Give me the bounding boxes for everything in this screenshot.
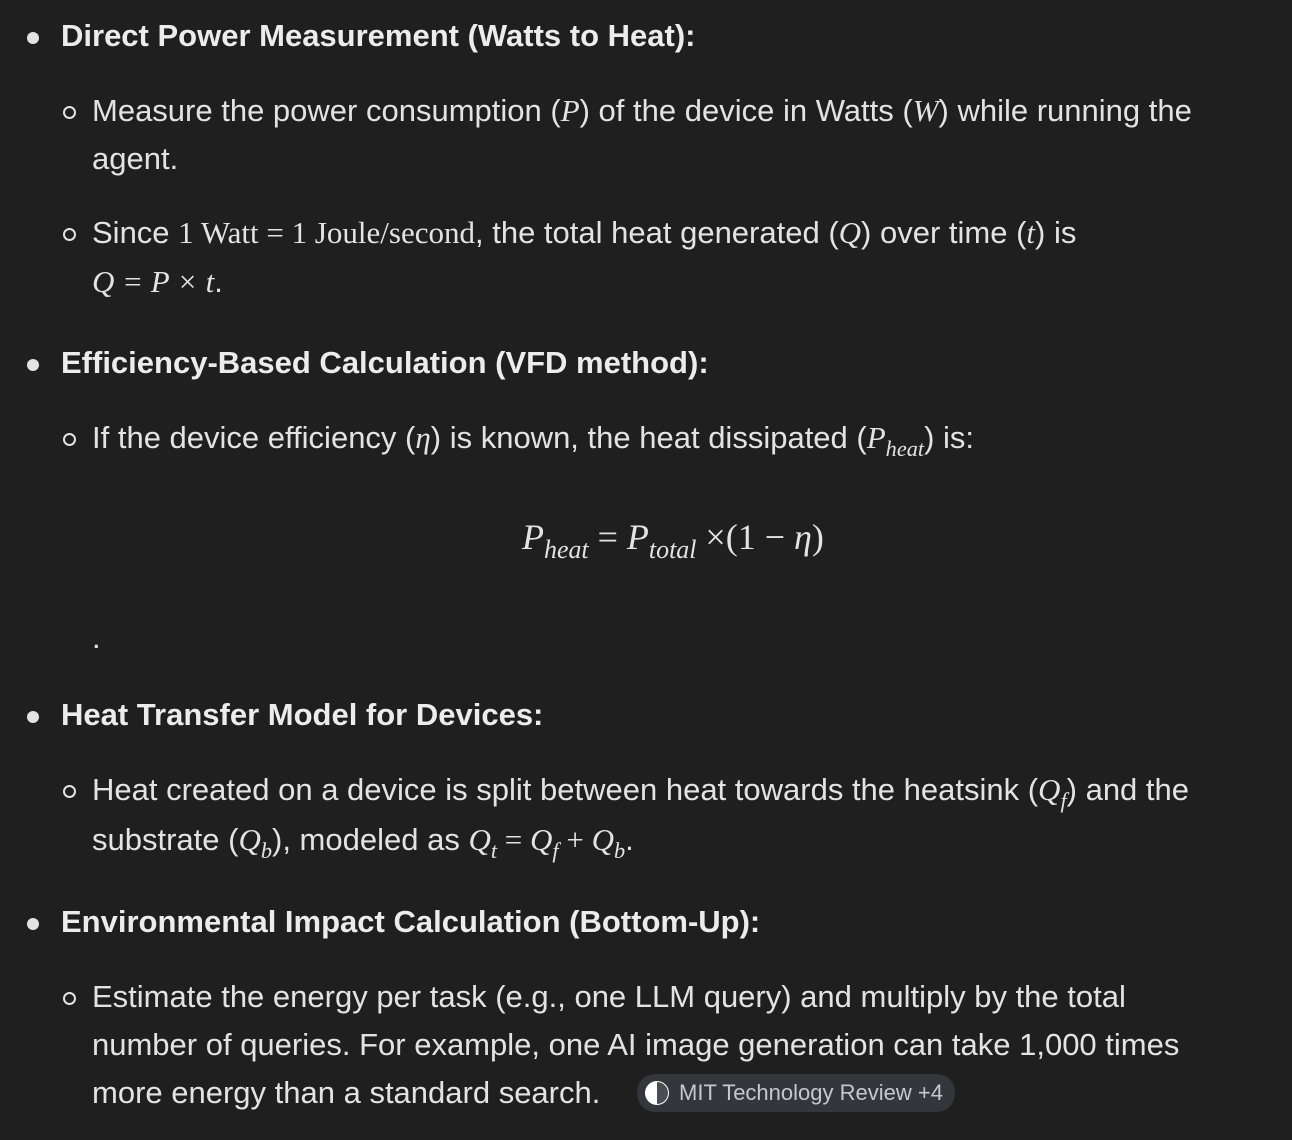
text: substrate ( bbox=[92, 822, 239, 857]
bullet bbox=[27, 32, 39, 44]
math-var: Q bbox=[468, 822, 491, 857]
math-var: P bbox=[626, 517, 649, 557]
equals-sign: = bbox=[597, 517, 618, 557]
math-var: P bbox=[560, 93, 580, 128]
text-line bbox=[92, 772, 1190, 813]
math-var: Q bbox=[838, 215, 862, 250]
section-heading-power-measurement: Direct Power Measurement (Watts to Heat): bbox=[61, 18, 696, 53]
math-var: P bbox=[522, 517, 544, 557]
math-subscript: heat bbox=[544, 535, 589, 565]
math-subscript: heat bbox=[885, 435, 925, 461]
sub-bullet bbox=[63, 228, 76, 241]
text-line bbox=[92, 264, 223, 300]
math-var: t bbox=[1026, 215, 1036, 250]
bullet bbox=[27, 711, 39, 723]
text: Since bbox=[92, 215, 179, 250]
math-paren: ) bbox=[811, 517, 824, 557]
math-expression: 1 Watt = 1 Joule/second bbox=[178, 215, 475, 250]
math-var: W bbox=[912, 93, 939, 128]
text: ) is bbox=[1035, 215, 1077, 250]
math-subscript: f bbox=[1060, 787, 1067, 813]
math-var: Q bbox=[591, 822, 614, 857]
text-line: agent. bbox=[92, 141, 179, 176]
text-line: Estimate the energy per task (e.g., one LLM query) and multiply by the total bbox=[92, 979, 1126, 1014]
text-line bbox=[92, 822, 634, 863]
text: If the device efficiency ( bbox=[92, 420, 416, 455]
bullet bbox=[27, 359, 39, 371]
text: Measure the power consumption ( bbox=[92, 93, 561, 128]
text: ), modeled as bbox=[272, 822, 469, 857]
text-line bbox=[92, 93, 1192, 129]
text: ) while running the bbox=[938, 93, 1192, 128]
math-subscript: b bbox=[613, 837, 626, 863]
math-paren: (1 − bbox=[725, 517, 795, 557]
sub-bullet bbox=[63, 433, 76, 446]
text: . bbox=[214, 264, 223, 299]
math-var: P bbox=[866, 420, 886, 455]
trailing-period: . bbox=[92, 620, 101, 655]
text: ) of the device in Watts ( bbox=[579, 93, 913, 128]
math-subscript: b bbox=[260, 837, 272, 863]
text-line bbox=[92, 215, 1076, 251]
times-sign: × bbox=[705, 517, 726, 557]
display-equation bbox=[522, 516, 824, 565]
math-expression: Q = P × t bbox=[92, 264, 215, 299]
source-logo-icon bbox=[645, 1081, 669, 1105]
source-chip-label: MIT Technology Review +4 bbox=[679, 1080, 943, 1105]
text: Heat created on a device is split between heat towards the heatsink ( bbox=[92, 772, 1039, 807]
section-heading-efficiency: Efficiency-Based Calculation (VFD method): bbox=[61, 345, 709, 380]
text: ) is: bbox=[924, 420, 975, 455]
plus-sign: + bbox=[558, 822, 592, 857]
math-subscript: total bbox=[648, 535, 697, 565]
text-line: more energy than a standard search. bbox=[92, 1075, 601, 1110]
text: ) over time ( bbox=[861, 215, 1027, 250]
math-var: Q bbox=[238, 822, 261, 857]
text: ) is known, the heat dissipated ( bbox=[430, 420, 867, 455]
text: , the total heat generated ( bbox=[475, 215, 839, 250]
section-heading-heat-transfer: Heat Transfer Model for Devices: bbox=[61, 697, 544, 732]
sub-bullet bbox=[63, 106, 76, 119]
sub-bullet bbox=[63, 785, 76, 798]
bullet bbox=[27, 918, 39, 930]
text: . bbox=[625, 822, 634, 857]
source-chip[interactable] bbox=[637, 1074, 955, 1112]
math-subscript: t bbox=[490, 837, 498, 863]
sub-bullet bbox=[63, 992, 76, 1005]
text-line bbox=[92, 420, 975, 461]
section-heading-environmental-impact: Environmental Impact Calculation (Bottom-Up): bbox=[61, 904, 761, 939]
math-subscript: f bbox=[552, 837, 559, 863]
math-var: η bbox=[794, 517, 812, 557]
text: ) and the bbox=[1066, 772, 1190, 807]
math-var: η bbox=[415, 420, 431, 455]
math-var: Q bbox=[1038, 772, 1061, 807]
text-line: number of queries. For example, one AI image generation can take 1,000 times bbox=[92, 1027, 1180, 1062]
math-var: Q bbox=[530, 822, 553, 857]
equals-sign: = bbox=[497, 822, 531, 857]
